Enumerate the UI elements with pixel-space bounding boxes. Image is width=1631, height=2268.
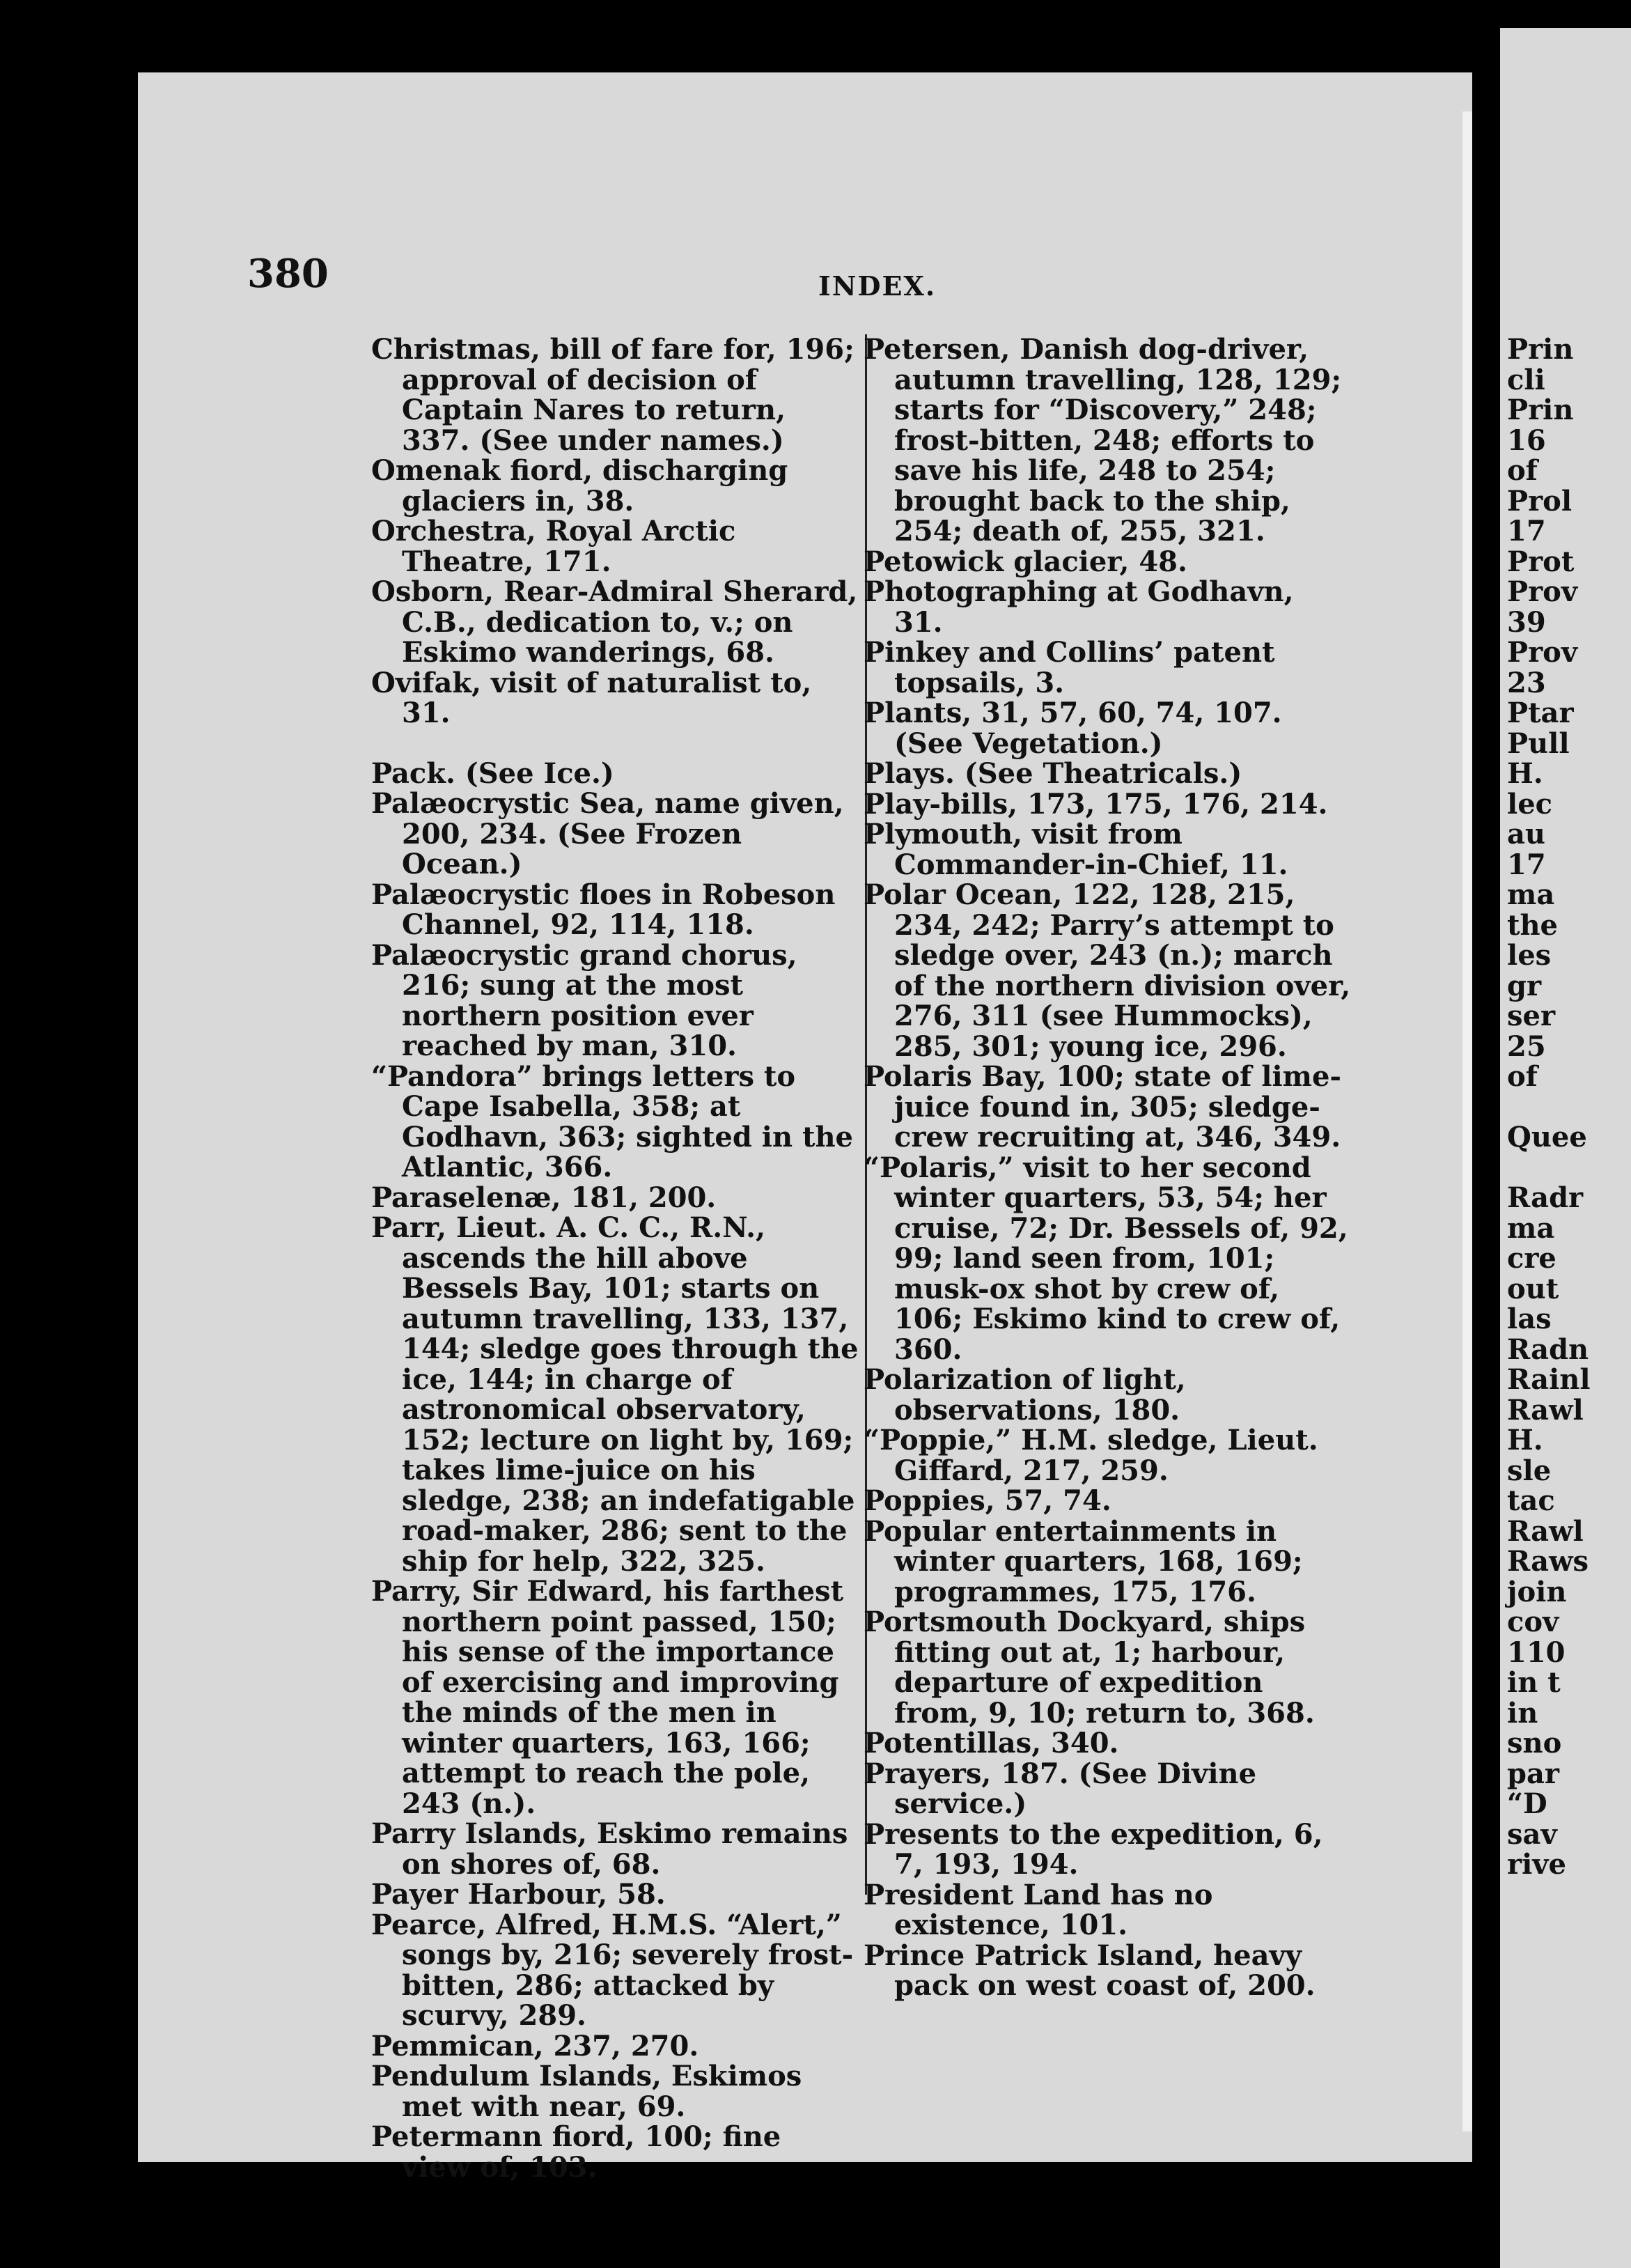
facing-page-fragment: 17	[1507, 515, 1546, 547]
facing-page-fragment: 39	[1507, 605, 1546, 639]
facing-page-fragment: Rainl	[1507, 1363, 1591, 1396]
page-number: 380	[247, 251, 329, 297]
facing-page-fragment: cre	[1507, 1242, 1556, 1275]
index-entry: Plants, 31, 57, 60, 74, 107. (See Vegetation.)	[864, 697, 1282, 760]
facing-page-fragment: Prol	[1507, 484, 1573, 518]
facing-page-fragment: “D	[1507, 1787, 1547, 1820]
facing-page-fragment: Pull	[1507, 727, 1570, 760]
facing-page-fragment: Raws	[1507, 1545, 1589, 1578]
facing-page-fragment: sav	[1507, 1817, 1557, 1851]
index-entry: Pinkey and Collins’ patent topsails, 3.	[864, 636, 1275, 699]
index-entry: Potentillas, 340.	[864, 1727, 1119, 1760]
index-entry: Petersen, Danish dog-driver, autumn travelling, 128, 129; starts for “Discovery,” 248; frost-bitten, 248; efforts to save his life, 248 to 254; brought back to the ship, 254; death of, 255, 321.	[864, 333, 1342, 547]
facing-page-fragment: au	[1507, 818, 1545, 850]
facing-page-fragment: join	[1507, 1575, 1567, 1608]
index-entry: “Pandora” brings letters to Cape Isabella, 358; at Godhavn, 363; sighted in the Atlantic, 366.	[371, 1059, 853, 1183]
facing-page-fragment: sle	[1507, 1454, 1552, 1487]
index-entry: Pemmican, 237, 270.	[371, 2029, 699, 2063]
index-entry: Paraselenæ, 181, 200.	[371, 1181, 717, 1214]
facing-page-fragment: the	[1507, 908, 1559, 942]
page-edge	[1462, 111, 1472, 2131]
index-entry: Polar Ocean, 122, 128, 215, 234, 242; Parry’s attempt to sledge over, 243 (n.); march of the northern division over, 276, 311 (see Hummocks), 285, 301; young ice, 296.	[864, 878, 1351, 1063]
facing-page-fragment: Rawl	[1507, 1514, 1584, 1548]
index-entry: Palæocrystic Sea, name given, 200, 234. (See Frozen Ocean.)	[371, 787, 844, 880]
index-entry: Payer Harbour, 58.	[371, 1878, 666, 1911]
facing-page-fragment: cli	[1507, 363, 1545, 396]
index-column-left	[371, 334, 859, 2182]
index-entry: Omenak fiord, discharging glaciers in, 38.	[371, 454, 788, 518]
book-gutter	[1472, 0, 1500, 2268]
facing-page-fragment: Prin	[1507, 333, 1574, 366]
facing-page-fragment: ser	[1507, 1000, 1556, 1032]
index-entry: Polaris Bay, 100; state of lime-juice found in, 305; sledge-crew recruiting at, 346, 349.	[864, 1060, 1342, 1154]
index-entry: “Polaris,” visit to her second winter quarters, 53, 54; her cruise, 72; Dr. Bessels of, 92, 99; land seen from, 101; musk-ox shot by crew of, 106; Eskimo kind to crew of, 360.	[864, 1151, 1348, 1366]
facing-page	[1500, 28, 1631, 2268]
facing-page-fragment: gr	[1507, 969, 1542, 1002]
index-entry: Photographing at Godhavn, 31.	[864, 575, 1294, 639]
facing-page-fragment: Radn	[1507, 1333, 1589, 1366]
index-entry: Presents to the expedition, 6, 7, 193, 194.	[864, 1817, 1323, 1881]
facing-page-fragment: Rawl	[1507, 1393, 1584, 1427]
index-entry: Petowick glacier, 48.	[864, 545, 1187, 578]
facing-page-fragment: out	[1507, 1272, 1559, 1305]
index-entry: Plymouth, visit from Commander-in-Chief, 11.	[864, 818, 1288, 881]
index-entry: Palæocrystic floes in Robeson Channel, 92, 114, 118.	[371, 878, 836, 941]
index-entry: Portsmouth Dockyard, ships fitting out at, 1; harbour, departure of expedition from, 9, 10; return to, 368.	[864, 1606, 1315, 1730]
index-entry: Pack. (See Ice.)	[371, 756, 614, 790]
index-entry: Parr, Lieut. A. C. C., R.N., ascends the hill above Bessels Bay, 101; starts on autumn travelling, 133, 137, 144; sledge goes through the ice, 144; in charge of astronomical observatory, 152; lecture on light by, 169; takes lime-juice on his sledge, 238; an indefatigable road-maker, 286; sent to the ship for help, 322, 325.	[371, 1211, 859, 1578]
index-entry: Parry Islands, Eskimo remains on shores of, 68.	[371, 1817, 848, 1881]
facing-page-fragment: 110	[1507, 1636, 1566, 1669]
facing-page-fragment: par	[1507, 1757, 1559, 1790]
facing-page-fragment: 25	[1507, 1030, 1546, 1063]
index-entry: Orchestra, Royal Arctic Theatre, 171.	[371, 515, 736, 578]
facing-page-fragment: in t	[1507, 1666, 1561, 1699]
facing-page-fragment: les	[1507, 939, 1552, 972]
facing-page-fragment: of	[1507, 1060, 1538, 1093]
facing-page-fragment: ma	[1507, 878, 1555, 911]
index-entry: Poppies, 57, 74.	[864, 1484, 1111, 1517]
index-entry: Play-bills, 173, 175, 176, 214.	[864, 787, 1328, 821]
facing-page-fragment: sno	[1507, 1727, 1562, 1760]
facing-page-fragment: 16	[1507, 424, 1546, 457]
facing-page-fragment: cov	[1507, 1606, 1559, 1638]
facing-page-fragment: H.	[1507, 757, 1543, 790]
facing-page-fragment: lec	[1507, 787, 1552, 821]
index-entry: President Land has no existence, 101.	[864, 1878, 1213, 1941]
facing-page-fragment: las	[1507, 1303, 1552, 1335]
facing-page-fragment: of	[1507, 454, 1538, 487]
index-entry: Pearce, Alfred, H.M.S. “Alert,” songs by, 216; severely frost-bitten, 286; attacked by scurvy, 289.	[371, 1908, 854, 2032]
index-entry: Petermann fiord, 100; fine view of, 103.	[371, 2120, 781, 2184]
facing-page-fragment: tac	[1507, 1484, 1555, 1517]
index-entry: Plays. (See Theatricals.)	[864, 757, 1242, 790]
facing-page-fragment: Prin	[1507, 394, 1574, 426]
index-column-right	[864, 334, 1351, 2001]
running-header: INDEX.	[818, 270, 937, 302]
facing-page-fragment: Quee	[1507, 1121, 1587, 1154]
facing-page-fragment: 23	[1507, 666, 1546, 699]
facing-page-fragment: rive	[1507, 1848, 1566, 1881]
index-entry: Polarization of light, observations, 180.	[864, 1363, 1186, 1427]
index-entry: Christmas, bill of fare for, 196; approval of decision of Captain Nares to return, 337. (See under names.)	[371, 333, 854, 457]
index-entry: Popular entertainments in winter quarters, 168, 169; programmes, 175, 176.	[864, 1514, 1303, 1608]
index-entry: Prince Patrick Island, heavy pack on west coast of, 200.	[864, 1939, 1316, 2002]
index-entry: Ovifak, visit of naturalist to, 31.	[371, 666, 812, 729]
facing-page-fragment: Ptar	[1507, 697, 1574, 729]
facing-page-fragment: Prov	[1507, 636, 1578, 669]
facing-page-fragment: Prot	[1507, 545, 1575, 578]
facing-page-fragment: ma	[1507, 1211, 1555, 1245]
index-entry: Prayers, 187. (See Divine service.)	[864, 1757, 1257, 1820]
index-entry: Osborn, Rear-Admiral Sherard, C.B., dedication to, v.; on Eskimo wanderings, 68.	[371, 575, 858, 669]
facing-page-fragment: in	[1507, 1696, 1538, 1730]
facing-page-fragment: Prov	[1507, 575, 1578, 608]
index-entry: “Poppie,” H.M. sledge, Lieut. Giffard, 217, 259.	[864, 1424, 1318, 1487]
index-entry: Palæocrystic grand chorus, 216; sung at the most northern position ever reached by man, 310.	[371, 938, 797, 1062]
index-entry: Parry, Sir Edward, his farthest northern point passed, 150; his sense of the importance of exercising and improving the minds of the men in winter quarters, 163, 166; attempt to reach the pole, 243 (n.).	[371, 1575, 844, 1820]
facing-page-fragment: Radr	[1507, 1181, 1584, 1214]
facing-page-fragment: 17	[1507, 848, 1546, 881]
index-entry: Pendulum Islands, Eskimos met with near, 69.	[371, 2060, 802, 2123]
facing-page-fragment: H.	[1507, 1424, 1543, 1457]
